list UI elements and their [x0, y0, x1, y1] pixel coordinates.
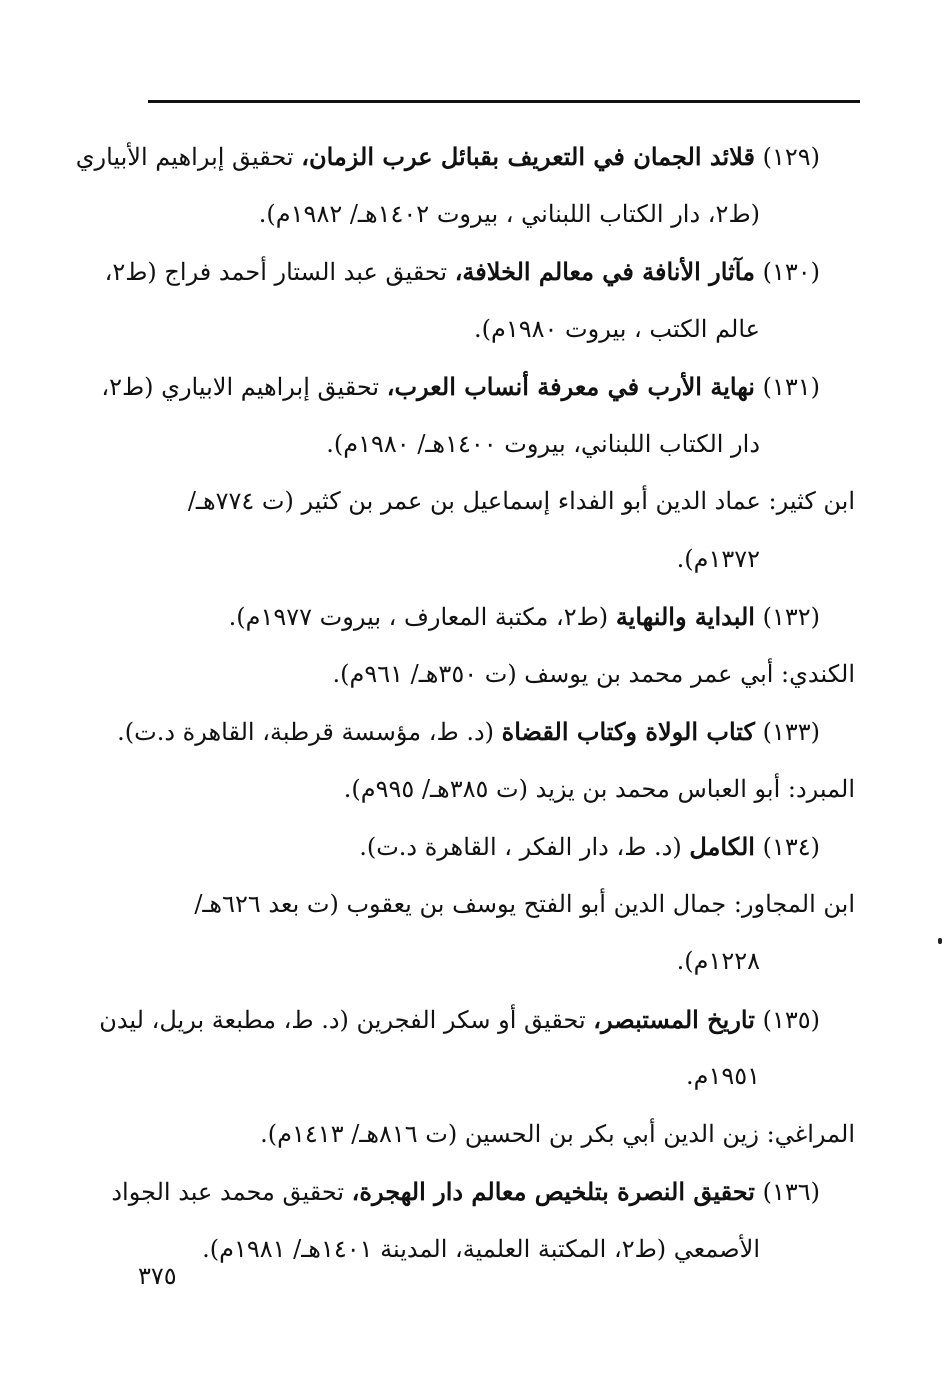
entry-number: (١٣٠): [762, 258, 820, 286]
entry-number: (١٣٥): [762, 1005, 820, 1034]
author-entry: المبرد: أبو العباس محمد بن يزيد (ت ٣٨٥هـ/ ٩٩٥م).: [343, 774, 855, 803]
author-line: [140, 473, 855, 531]
author-entry: ١٣٧٢م).: [676, 544, 760, 573]
book-title: مآثار الأنافة في معالم الخلافة،: [454, 257, 755, 286]
entry-text: ١٩٥١م.: [685, 1062, 760, 1090]
entry-line: [104, 243, 855, 301]
page-number: ٣٧٥: [138, 1262, 177, 1290]
book-title: تاريخ المستبصر،: [593, 1004, 755, 1034]
book-title: تحقيق النصرة بتلخيص معالم دار الهجرة،: [351, 1177, 755, 1206]
entry-number: (١٣٣): [762, 718, 820, 746]
entry-number: (١٣٢): [762, 603, 820, 631]
entry-text: تحقيق أو سكر الفجرين (د. ط، مطبعة بريل، ليدن: [99, 1005, 586, 1034]
entry-number: (١٢٩): [762, 143, 820, 171]
author-line: [140, 876, 855, 934]
entry-text: تحقيق عبد الستار أحمد فراج (ط٢،: [104, 258, 448, 286]
author-line: [140, 1106, 855, 1164]
entry-number: (١٣١): [762, 373, 820, 401]
entry-text: الأصمعي (ط٢، المكتبة العلمية، المدينة ١٤٠١هـ/ ١٩٨١م).: [202, 1234, 760, 1263]
entry-text: عالم الكتب ، بيروت ١٩٨٠م).: [474, 314, 760, 343]
entry-text: (ط٢، مكتبة المعارف ، بيروت ١٩٧٧م).: [228, 603, 609, 631]
entry-line: [75, 128, 855, 186]
entry-text: تحقيق إبراهيم الأبياري: [75, 143, 294, 171]
entry-line: [140, 1048, 855, 1106]
author-entry: المراغي: زين الدين أبي بكر بن الحسين (ت ٨١٦هـ/ ١٤١٣م).: [260, 1119, 855, 1148]
entry-line: [140, 301, 855, 359]
entry-text: (ط٢، دار الكتاب اللبناني ، بيروت ١٤٠٢هـ/ ١٩٨٢م).: [258, 199, 760, 228]
author-line: [140, 933, 855, 991]
author-line: [140, 531, 855, 589]
entry-number: (١٣٦): [762, 1178, 820, 1206]
entry-line: [140, 186, 855, 244]
entry-line: [140, 416, 855, 474]
author-entry: الكندي: أبي عمر محمد بن يوسف (ت ٣٥٠هـ/ ٩٦١م).: [332, 659, 855, 688]
entry-text: تحقيق إبراهيم الابياري (ط٢،: [101, 373, 380, 401]
entry-text: دار الكتاب اللبناني، بيروت ١٤٠٠هـ/ ١٩٨٠م).: [326, 429, 760, 458]
entry-line: [140, 588, 855, 646]
entry-line: [140, 818, 855, 876]
entry-text: تحقيق محمد عبد الجواد: [111, 1178, 345, 1206]
entry-line: [99, 991, 855, 1049]
author-entry: ابن كثير: عماد الدين أبو الفداء إسماعيل بن عمر بن كثير (ت ٧٧٤هـ/: [187, 487, 855, 515]
author-line: [140, 761, 855, 819]
author-line: [140, 646, 855, 704]
entry-line: [101, 358, 855, 416]
book-title: البداية والنهاية: [615, 602, 755, 631]
author-entry: ابن المجاور: جمال الدين أبو الفتح يوسف بن يعقوب (ت بعد ٦٢٦هـ/: [194, 889, 855, 918]
header-rule: [148, 100, 860, 103]
book-title: قلائد الجمان في التعريف بقبائل عرب الزمان،: [301, 142, 755, 171]
bibliography-list: [75, 128, 855, 1278]
author-entry: ١٢٢٨م).: [676, 947, 760, 975]
entry-line: [117, 703, 855, 761]
book-title: كتاب الولاة وكتاب القضاة: [501, 717, 755, 746]
entry-number: (١٣٤): [762, 833, 820, 861]
entry-line: [140, 1221, 855, 1279]
entry-line: [111, 1163, 855, 1221]
entry-text: (د. ط، دار الفكر ، القاهرة د.ت).: [359, 833, 682, 861]
scan-speck: [938, 938, 942, 944]
entry-text: (د. ط، مؤسسة قرطبة، القاهرة د.ت).: [117, 718, 495, 746]
book-title: نهاية الأرب في معرفة أنساب العرب،: [386, 372, 755, 401]
book-title: الكامل: [689, 832, 755, 861]
